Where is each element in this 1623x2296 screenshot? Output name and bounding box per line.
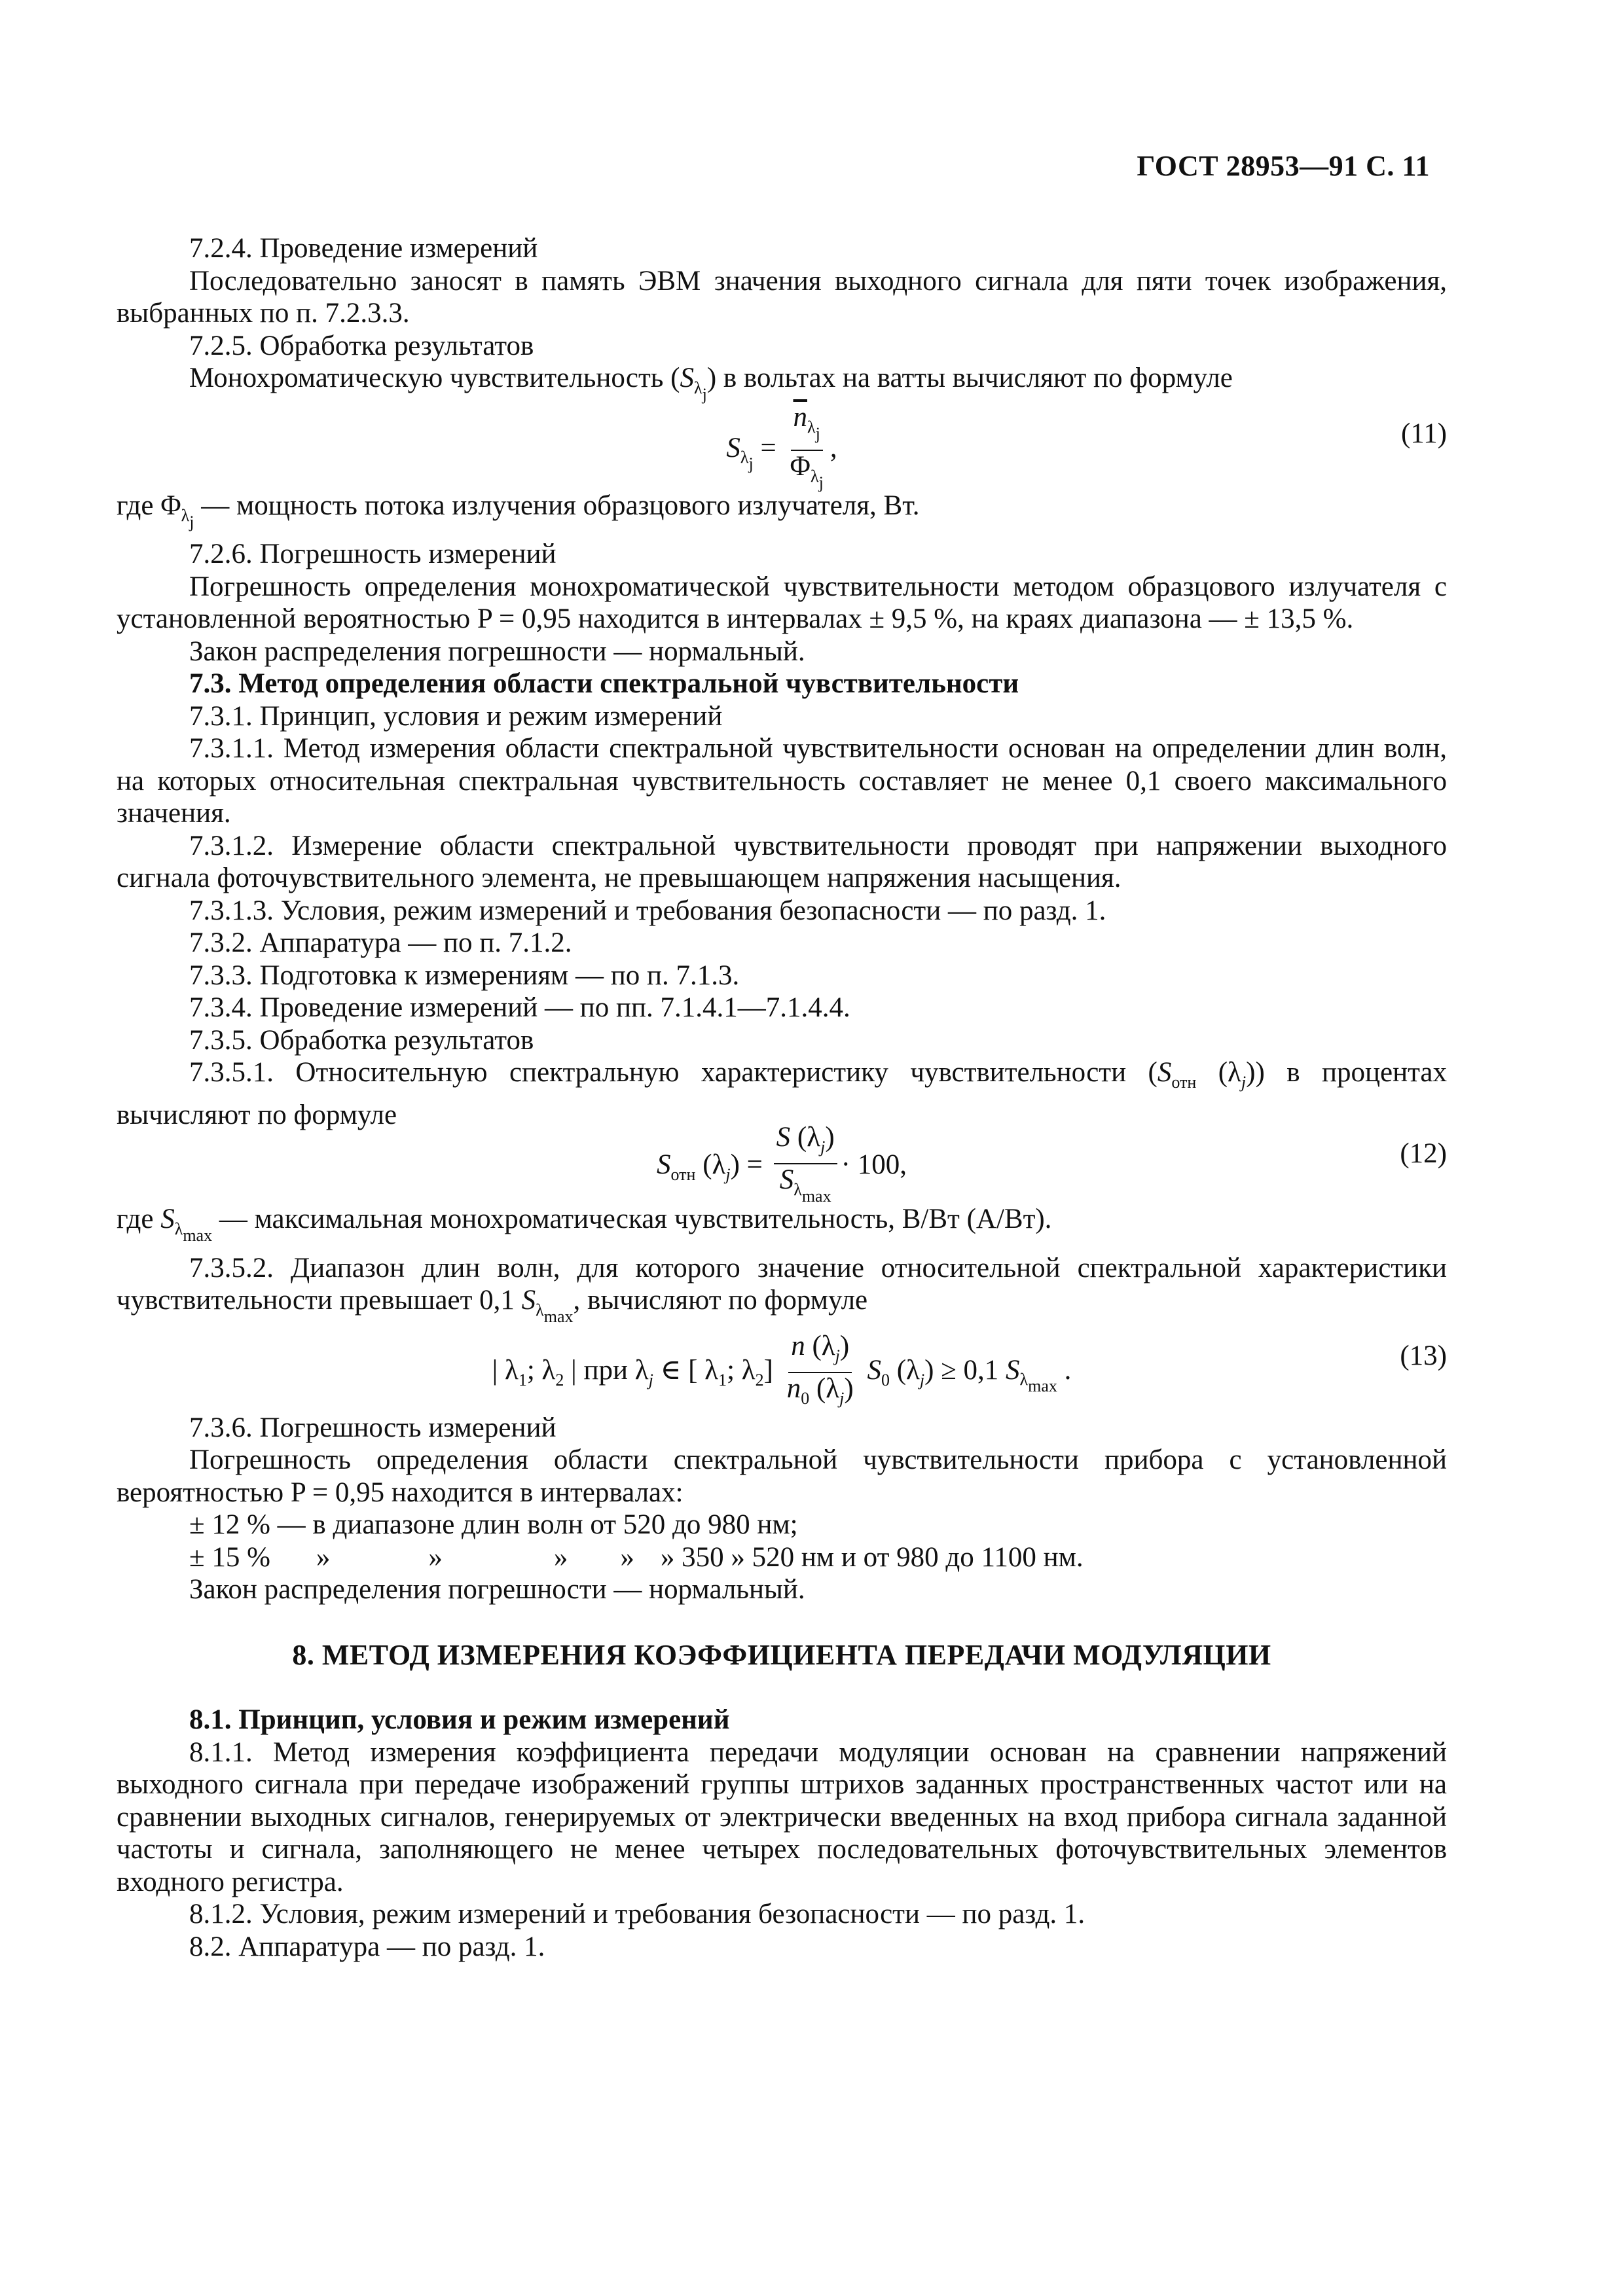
section-7-3-1-1: 7.3.1.1. Метод измерения области спектральной чувствительности основан на определении длин волн, на которых относительная спектральная чувствительность составляет не менее 0,1 своего максимального значения. [117, 733, 1447, 829]
formula-11 [117, 401, 1447, 492]
section-7-2-5-title: 7.2.5. Обработка результатов [189, 330, 534, 361]
section-7-3-5-2: 7.3.5.2. Диапазон длин волн, для которого значение относительной спектральной характеристики чувствительности превышает 0,1 $S_{\lambda_{max}}$, вычисляют по формуле [117, 1252, 1447, 1326]
formula-12 [117, 1122, 1447, 1206]
formula-12-number: (12) [1400, 1138, 1447, 1169]
section-7-3-title: 7.3. Метод определения области спектральной чувствительности [189, 668, 1019, 699]
section-8-1-title: 8.1. Принцип, условия и режим измерений [189, 1704, 730, 1735]
section-7-2-4-text: Последовательно заносят в память ЭВМ значения выходного сигнала для пяти точек изображения, выбранных по п. 7.2.3.3. [117, 265, 1447, 329]
formula-11-expression: $S_{\lambda_j}$ = $\frac{\overline{n}_{\lambda_j}}{\Phi_{\lambda_j}}$ , [726, 401, 837, 492]
section-7-3-2: 7.3.2. Аппаратура — по п. 7.1.2. [189, 927, 572, 958]
section-8-heading: 8. МЕТОД ИЗМЕРЕНИЯ КОЭФФИЦИЕНТА ПЕРЕДАЧИ МОДУЛЯЦИИ [292, 1638, 1271, 1671]
formula-12-where: где $S_{\lambda_{max}}$ — максимальная монохроматическая чувствительность, В/Вт (А/Вт). [117, 1204, 1052, 1245]
section-7-2-4-title: 7.2.4. Проведение измерений [189, 233, 538, 264]
section-7-2-6-title: 7.2.6. Погрешность измерений [189, 539, 556, 569]
formula-12-expression: $S_{отн}$ $(\lambda_j)$ = $\frac{S (\lambda_j)}{S_{\lambda_{max}}}$ · 100, [657, 1122, 907, 1206]
section-7-2-5-text: Монохроматическую чувствительность $(S_{\lambda_j})$ в вольтах на ватты вычисляют по формуле [189, 363, 1233, 404]
section-8-1-2: 8.1.2. Условия, режим измерений и требования безопасности — по разд. 1. [189, 1899, 1085, 1929]
section-7-3-6-line1: ± 12 % — в диапазоне длин волн от 520 до 980 нм; [189, 1509, 798, 1540]
page-header: ГОСТ 28953—91 С. 11 [1137, 150, 1430, 182]
section-7-3-5-1: 7.3.5.1. Относительную спектральную характеристику чувствительности ($S_{отн}$ $(\lambda_j)$) в процентах вычисляют по формуле [117, 1057, 1447, 1130]
section-7-3-1: 7.3.1. Принцип, условия и режим измерений [189, 700, 723, 732]
page-content [117, 232, 1447, 1963]
section-7-2-6-law: Закон распределения погрешности — нормальный. [189, 636, 805, 667]
section-8-1-1: 8.1.1. Метод измерения коэффициента передачи модуляции основан на сравнении напряжений выходного сигнала при передаче изображений группы штрихов заданных пространственных частот или на сравнении выходных сигналов, генерируемых от электрически введенных на вход прибора сигнала заданной частоты и сигнала, заполняющего не менее четырех последовательных фоточувствительных элементов входного регистра. [117, 1736, 1447, 1897]
section-7-3-3: 7.3.3. Подготовка к измерениям — по п. 7.1.3. [189, 960, 740, 991]
section-7-3-1-2: 7.3.1.2. Измерение области спектральной чувствительности проводят при напряжении выходного сигнала фоточувствительного элемента, не превышающем напряжения насыщения. [117, 830, 1447, 893]
section-7-2-6-text: Погрешность определения монохроматической чувствительности методом образцового излучателя с установленной вероятностью P = 0,95 находится в интервалах ± 9,5 %, на краях диапазона — ± 13,5 %. [117, 571, 1447, 634]
section-7-3-5: 7.3.5. Обработка результатов [189, 1024, 534, 1056]
section-7-3-6-text: Погрешность определения области спектральной чувствительности прибора с установленной вероятностью P = 0,95 находится в интервалах: [117, 1444, 1447, 1508]
formula-13 [117, 1330, 1447, 1412]
section-8-2: 8.2. Аппаратура — по разд. 1. [189, 1931, 545, 1962]
formula-11-number: (11) [1400, 418, 1447, 449]
section-7-3-6-law: Закон распределения погрешности — нормальный. [189, 1574, 805, 1605]
section-7-3-4: 7.3.4. Проведение измерений — по пп. 7.1.4.1—7.1.4.4. [189, 992, 850, 1023]
section-7-3-6-line2: ± 15 % » » » » » 350 » 520 нм и от 980 до 1100 нм. [189, 1541, 1084, 1573]
section-7-3-6-title: 7.3.6. Погрешность измерений [189, 1412, 556, 1443]
section-7-3-1-3: 7.3.1.3. Условия, режим измерений и требования безопасности — по разд. 1. [189, 895, 1106, 926]
formula-13-expression: | $\lambda_1$; $\lambda_2$ | при $\lambda_j$ ∈ [ $\lambda_1$; $\lambda_2$] $\frac{n (\lambda_j)}{n_0 (\lambda_j)}$ $S_0$ $(\lambda_j) \ge 0,1$ $S_{\lambda_{max}}$ . [492, 1330, 1072, 1408]
formula-13-number: (13) [1400, 1340, 1447, 1371]
formula-11-where: где $\Phi_{\lambda_j}$ — мощность потока излучения образцового излучателя, Вт. [117, 490, 920, 531]
